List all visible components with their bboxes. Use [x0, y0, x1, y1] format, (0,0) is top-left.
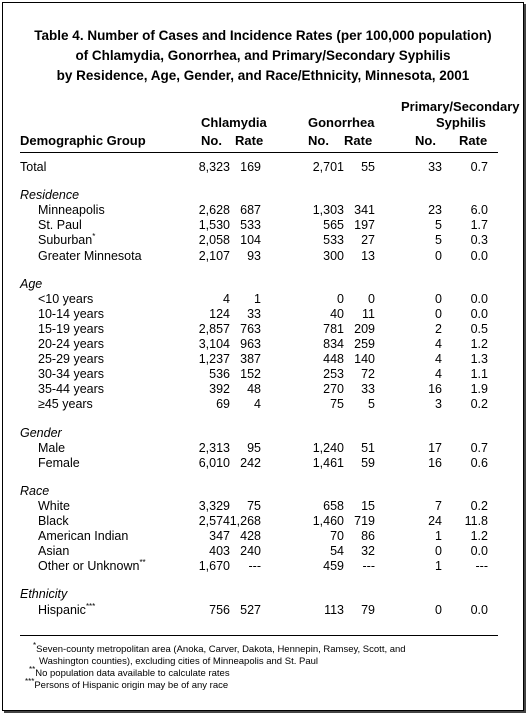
- cell-chlamydia-no: 536: [209, 367, 230, 382]
- cell-syphilis-rate: 1.2: [470, 529, 488, 544]
- footnote-3: [25, 676, 229, 692]
- cell-gonorrhea-no: 1,303: [312, 203, 344, 218]
- cell-gonorrhea-no: 270: [323, 382, 344, 397]
- row-label: Asian: [38, 544, 70, 559]
- cell-syphilis-rate: 6.0: [470, 203, 488, 218]
- header-syphilis-line-2: Syphilis: [436, 115, 486, 130]
- cell-syphilis-rate: 1.3: [470, 352, 488, 367]
- cell-syphilis-rate: 0.2: [470, 498, 488, 513]
- cell-syphilis-rate: 0.5: [470, 321, 488, 336]
- header-chlamydia-rate: Rate: [235, 133, 264, 148]
- cell-gonorrhea-rate: 341: [354, 203, 375, 218]
- footnote-2-mark: **: [29, 664, 36, 674]
- cell-syphilis-no: 16: [428, 382, 442, 397]
- row-label: Other or Unknown**: [38, 558, 146, 574]
- header-chlamydia: Chlamydia: [201, 115, 267, 130]
- table-row: [3, 456, 523, 471]
- cell-syphilis-no: 4: [435, 367, 442, 382]
- cell-chlamydia-rate: 1: [254, 291, 261, 306]
- cell-gonorrhea-rate: ---: [362, 559, 375, 574]
- cell-chlamydia-no: 2,313: [198, 440, 230, 455]
- cell-gonorrhea-no: 1,240: [312, 440, 344, 455]
- cell-syphilis-rate: 0.0: [470, 291, 488, 306]
- footnote-1-mark: *: [33, 640, 37, 650]
- cell-gonorrhea-rate: 719: [354, 514, 375, 528]
- footnote-1-line-1: Seven-county metropolitan area (Anoka, Carver, Dakota, Hennepin, Ramsey, Scott, and: [36, 644, 406, 655]
- cell-chlamydia-rate: 48: [247, 382, 261, 397]
- footnote-marker: *: [92, 232, 96, 242]
- table-title-line-3: by Residence, Age, Gender, and Race/Ethnicity, Minnesota, 2001: [56, 68, 470, 83]
- cell-chlamydia-no: 124: [209, 306, 230, 321]
- cell-gonorrhea-rate: 259: [354, 337, 375, 351]
- header-syphilis-line-1: Primary/Secondary: [401, 99, 520, 114]
- cell-chlamydia-rate: 93: [247, 248, 261, 263]
- cell-chlamydia-rate: 104: [240, 233, 261, 248]
- cell-chlamydia-no: 1,530: [198, 218, 230, 233]
- table-row: [3, 529, 523, 544]
- cell-gonorrhea-no: 40: [330, 306, 344, 321]
- cell-chlamydia-no: 2,857: [198, 321, 230, 336]
- section-heading: Ethnicity: [20, 587, 68, 602]
- cell-chlamydia-no: 403: [209, 544, 230, 559]
- table-row: [3, 559, 523, 574]
- cell-syphilis-no: 23: [428, 203, 442, 218]
- cell-syphilis-no: 5: [435, 218, 442, 233]
- cell-chlamydia-no: 3,104: [198, 337, 230, 351]
- footnote-2-text: No population data available to calculate rates: [35, 668, 230, 679]
- table-row: [3, 352, 523, 367]
- cell-chlamydia-rate: 963: [240, 337, 261, 351]
- cell-chlamydia-no: 756: [209, 602, 230, 617]
- cell-chlamydia-no: 1,670: [198, 559, 230, 574]
- table-row-total: [3, 160, 523, 175]
- cell-gonorrhea-rate: 140: [354, 352, 375, 367]
- cell-chlamydia-no: 2,628: [198, 203, 230, 218]
- cell-syphilis-rate: 1.1: [470, 367, 488, 382]
- cell-gonorrhea-no: 0: [337, 291, 344, 306]
- cell-gonorrhea-no: 834: [323, 337, 344, 351]
- row-label: St. Paul: [38, 218, 82, 233]
- cell-gonorrhea-no: 70: [330, 529, 344, 544]
- cell-gonorrhea-no: 113: [324, 602, 344, 617]
- cell-syphilis-no: 16: [428, 455, 442, 470]
- cell-syphilis-no: 4: [435, 352, 442, 367]
- cell-syphilis-rate: 0.3: [470, 233, 488, 248]
- row-label: Hispanic***: [38, 601, 96, 617]
- cell-gonorrhea-rate: 15: [361, 498, 375, 513]
- cell-chlamydia-no: 8,323: [198, 160, 230, 174]
- row-label: Suburban*: [38, 232, 96, 248]
- cell-syphilis-rate: 0.0: [470, 248, 488, 263]
- cell-chlamydia-rate: 387: [240, 352, 261, 367]
- cell-gonorrhea-no: 300: [323, 248, 344, 263]
- table-row: [3, 337, 523, 352]
- cell-syphilis-no: 0: [435, 544, 442, 559]
- cell-gonorrhea-no: 2,701: [312, 160, 344, 174]
- cell-gonorrhea-no: 54: [330, 544, 344, 559]
- row-label: 30-34 years: [38, 367, 105, 382]
- cell-gonorrhea-rate: 72: [361, 367, 375, 382]
- row-label: ≥45 years: [38, 397, 93, 412]
- section-heading: Gender: [20, 425, 62, 440]
- cell-syphilis-rate: ---: [475, 559, 488, 574]
- cell-syphilis-no: 2: [435, 321, 442, 336]
- cell-gonorrhea-rate: 0: [368, 291, 375, 306]
- cell-gonorrhea-rate: 5: [368, 397, 375, 412]
- header-syphilis-rate: Rate: [459, 133, 488, 148]
- cell-chlamydia-rate: 4: [254, 397, 261, 412]
- cell-syphilis-rate: 1.7: [470, 218, 488, 233]
- cell-syphilis-no: 1: [435, 559, 442, 574]
- table-frame: [2, 2, 524, 711]
- header-rule: [20, 152, 498, 153]
- cell-chlamydia-no: 2,107: [198, 248, 230, 263]
- cell-syphilis-no: 17: [428, 440, 442, 455]
- cell-chlamydia-no: 4: [223, 291, 230, 306]
- cell-gonorrhea-rate: 32: [361, 544, 375, 559]
- cell-chlamydia-no: 69: [216, 397, 230, 412]
- cell-gonorrhea-no: 781: [323, 321, 344, 336]
- cell-syphilis-no: 3: [435, 397, 442, 412]
- cell-chlamydia-rate: 75: [247, 498, 261, 513]
- table-row: [3, 249, 523, 264]
- cell-chlamydia-no: 1,237: [198, 352, 230, 367]
- footnote-1-continuation: Washington counties), excluding cities of Minneapolis and St. Paul: [39, 656, 318, 667]
- cell-chlamydia-rate: 763: [240, 321, 261, 336]
- cell-chlamydia-rate: 169: [240, 160, 261, 174]
- row-label: Male: [38, 440, 66, 455]
- table-row: [3, 292, 523, 307]
- table-row: [3, 203, 523, 218]
- cell-syphilis-rate: 0.0: [470, 306, 488, 321]
- cell-gonorrhea-rate: 13: [361, 248, 375, 263]
- cell-gonorrhea-no: 1,460: [312, 514, 344, 528]
- cell-syphilis-no: 4: [435, 337, 442, 351]
- cell-gonorrhea-rate: 79: [361, 602, 375, 617]
- cell-syphilis-rate: 0.6: [470, 455, 488, 470]
- cell-syphilis-no: 0: [435, 291, 442, 306]
- footnote-marker: ***: [85, 601, 96, 611]
- cell-chlamydia-rate: 428: [240, 529, 261, 544]
- cell-chlamydia-no: 3,329: [198, 498, 230, 513]
- footnote-2: [29, 664, 230, 680]
- table-row: [3, 322, 523, 337]
- cell-syphilis-rate: 0.2: [470, 397, 488, 412]
- cell-gonorrhea-rate: 55: [361, 160, 375, 174]
- row-label: 15-19 years: [38, 321, 105, 336]
- table-title-line-1: Table 4. Number of Cases and Incidence Rates (per 100,000 population): [34, 28, 492, 43]
- header-chlamydia-no: No.: [201, 133, 222, 148]
- cell-gonorrhea-no: 448: [323, 352, 344, 367]
- header-demographic-group: Demographic Group: [20, 133, 146, 148]
- cell-chlamydia-rate: 527: [240, 602, 261, 617]
- table-row: [3, 441, 523, 456]
- cell-gonorrhea-no: 658: [323, 498, 344, 513]
- cell-gonorrhea-no: 1,461: [312, 455, 344, 470]
- cell-syphilis-no: 5: [435, 233, 442, 248]
- cell-gonorrhea-no: 533: [323, 233, 344, 248]
- cell-syphilis-no: 0: [435, 306, 442, 321]
- cell-gonorrhea-rate: 11: [362, 306, 375, 321]
- table-row: [3, 382, 523, 397]
- cell-gonorrhea-rate: 86: [361, 529, 375, 544]
- footnote-1: [33, 640, 406, 656]
- cell-chlamydia-no: 2,574: [198, 514, 230, 528]
- table-row: [3, 367, 523, 382]
- cell-syphilis-rate: 0.0: [470, 602, 488, 617]
- row-label: Greater Minnesota: [38, 248, 142, 263]
- cell-chlamydia-rate: 242: [240, 455, 261, 470]
- section-heading: Age: [20, 276, 43, 291]
- table-row: [3, 307, 523, 322]
- row-label: 25-29 years: [38, 352, 105, 367]
- section-heading: Race: [20, 483, 50, 498]
- footnote-marker: **: [139, 558, 146, 568]
- cell-chlamydia-rate: 33: [247, 306, 261, 321]
- cell-syphilis-rate: 1.9: [470, 382, 488, 397]
- cell-chlamydia-rate: 687: [240, 203, 261, 218]
- table-row: [3, 544, 523, 559]
- cell-chlamydia-rate: ---: [248, 559, 261, 574]
- table-row: [3, 233, 523, 248]
- cell-syphilis-rate: 0.7: [470, 160, 488, 174]
- cell-gonorrhea-no: 565: [323, 218, 344, 233]
- row-label: <10 years: [38, 291, 94, 306]
- header-gonorrhea-no: No.: [308, 133, 329, 148]
- cell-chlamydia-no: 392: [209, 382, 230, 397]
- row-label: Black: [38, 514, 69, 528]
- cell-syphilis-no: 0: [435, 248, 442, 263]
- row-label: Minneapolis: [38, 203, 105, 218]
- cell-gonorrhea-rate: 197: [354, 218, 375, 233]
- cell-gonorrhea-rate: 209: [354, 321, 375, 336]
- row-label: 35-44 years: [38, 382, 105, 397]
- cell-gonorrhea-no: 459: [323, 559, 344, 574]
- cell-syphilis-no: 1: [435, 529, 442, 544]
- footnote-3-text: Persons of Hispanic origin may be of any race: [34, 680, 229, 691]
- table-row: [3, 397, 523, 412]
- table-row: [3, 603, 523, 618]
- row-label: 10-14 years: [38, 306, 105, 321]
- section-heading: Residence: [20, 188, 80, 203]
- row-label: American Indian: [38, 529, 129, 544]
- cell-syphilis-rate: 0.7: [470, 440, 488, 455]
- cell-syphilis-rate: 0.0: [470, 544, 488, 559]
- cell-syphilis-no: 24: [428, 514, 442, 528]
- cell-syphilis-no: 33: [428, 160, 442, 174]
- cell-syphilis-no: 7: [435, 498, 442, 513]
- cell-chlamydia-rate: 240: [240, 544, 261, 559]
- cell-syphilis-rate: 1.2: [470, 337, 488, 351]
- row-label: Female: [38, 455, 80, 470]
- header-gonorrhea-rate: Rate: [344, 133, 373, 148]
- cell-chlamydia-rate: 152: [240, 367, 261, 382]
- table-row: [3, 514, 523, 529]
- row-label: Total: [20, 160, 47, 174]
- cell-chlamydia-rate: 1,268: [229, 514, 261, 528]
- cell-gonorrhea-rate: 27: [361, 233, 375, 248]
- cell-chlamydia-no: 347: [209, 529, 230, 544]
- cell-syphilis-no: 0: [435, 602, 442, 617]
- cell-gonorrhea-no: 253: [323, 367, 344, 382]
- row-label: White: [38, 498, 70, 513]
- cell-syphilis-rate: 11.8: [464, 514, 488, 528]
- cell-gonorrhea-rate: 51: [361, 440, 375, 455]
- header-syphilis-no: No.: [415, 133, 436, 148]
- cell-chlamydia-no: 6,010: [198, 455, 230, 470]
- cell-gonorrhea-rate: 59: [361, 455, 375, 470]
- footnote-3-mark: ***: [25, 676, 35, 686]
- row-label: 20-24 years: [38, 337, 105, 351]
- cell-chlamydia-rate: 95: [247, 440, 261, 455]
- cell-chlamydia-no: 2,058: [198, 233, 230, 248]
- footer-rule: [20, 635, 498, 636]
- cell-chlamydia-rate: 533: [240, 218, 261, 233]
- cell-gonorrhea-no: 75: [330, 397, 344, 412]
- table-title-line-2: of Chlamydia, Gonorrhea, and Primary/Secondary Syphilis: [75, 48, 451, 63]
- header-gonorrhea: Gonorrhea: [308, 115, 375, 130]
- table-row: [3, 218, 523, 233]
- cell-gonorrhea-rate: 33: [361, 382, 375, 397]
- table-row: [3, 499, 523, 514]
